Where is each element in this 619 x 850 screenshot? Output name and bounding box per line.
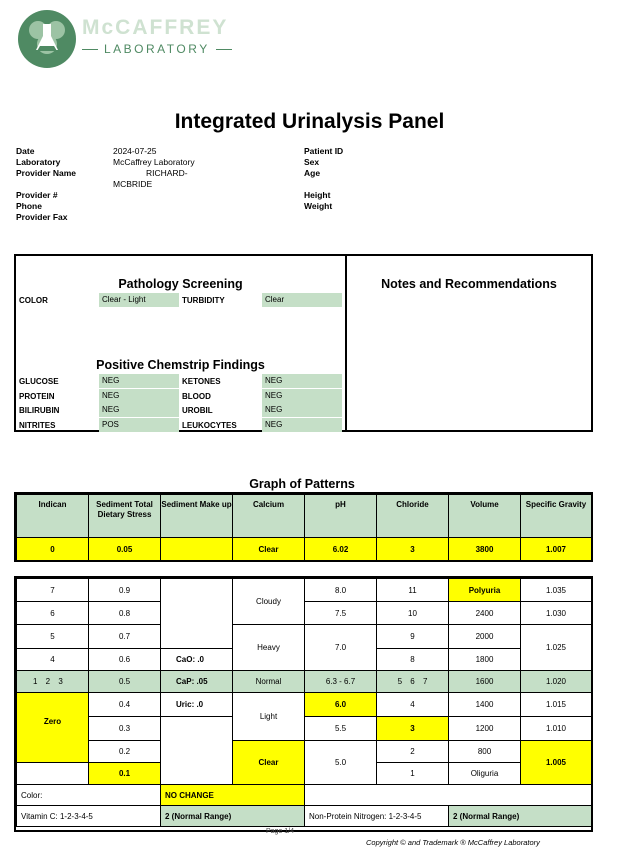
chemstrip-row [16, 389, 345, 404]
grid-cell: 0.8 [89, 602, 161, 625]
grid-cell-normal: 1 2 3 [17, 671, 89, 693]
nitrites-value: POS [99, 418, 179, 432]
grid-cell: 1400 [449, 693, 521, 717]
grid-cell: 11 [377, 579, 449, 602]
grid-cell-normal: Normal [233, 671, 305, 693]
grid-cell: Uric: .0 [161, 693, 233, 717]
logo-icon [18, 10, 76, 68]
grid-cell-highlight: 0.1 [89, 763, 161, 785]
result-sediment-stress: 0.05 [89, 538, 161, 561]
grid-cell: 1800 [449, 649, 521, 671]
result-chloride: 3 [377, 538, 449, 561]
grid-cell: 4 [377, 693, 449, 717]
header-chloride: Chloride [377, 495, 449, 538]
chemstrip-title: Positive Chemstrip Findings [96, 358, 265, 372]
protein-label: PROTEIN [19, 391, 55, 401]
result-ph: 6.02 [305, 538, 377, 561]
ketones-value: NEG [262, 374, 342, 388]
grid-cell: 2 [377, 741, 449, 763]
vitamin-c-value: 2 (Normal Range) [161, 806, 305, 827]
brand-name: McCAFFREY [82, 16, 229, 39]
logo [82, 16, 242, 56]
age-label: Age [304, 168, 321, 178]
grid-cell-normal: 6.3 - 6.7 [305, 671, 377, 693]
grid-cell: 8.0 [305, 579, 377, 602]
bilirubin-value: NEG [99, 403, 179, 417]
grid-cell: 0.9 [89, 579, 161, 602]
leukocytes-value: NEG [262, 418, 342, 432]
grid-cell: Cloudy [233, 579, 305, 625]
header-ph: pH [305, 495, 377, 538]
color-change-value: NO CHANGE [161, 785, 305, 806]
graph-header-table [16, 494, 592, 561]
nitrites-label: NITRITES [19, 420, 56, 430]
grid-cell: 1.010 [521, 717, 592, 741]
grid-cell: 0.6 [89, 649, 161, 671]
chemstrip-row [16, 418, 345, 433]
npn-label: Non-Protein Nitrogen: 1-2-3-4-5 [305, 806, 449, 827]
grid-cell [17, 763, 89, 785]
header-sediment-makeup: Sediment Make up [161, 495, 233, 538]
urobil-value: NEG [262, 403, 342, 417]
grid-cell: 1200 [449, 717, 521, 741]
grid-cell: 5.0 [305, 741, 377, 785]
result-calcium: Clear [233, 538, 305, 561]
provider-fax-label: Provider Fax [16, 212, 68, 222]
urobil-label: UROBIL [182, 406, 213, 415]
provider-name-label: Provider Name [16, 168, 76, 178]
blood-label: BLOOD [182, 391, 211, 401]
npn-value: 2 (Normal Range) [449, 806, 592, 827]
grid-cell-normal: 5 6 7 [377, 671, 449, 693]
turbidity-value: Clear [262, 293, 342, 307]
grid-cell: 5 [17, 625, 89, 649]
grid-cell [161, 579, 233, 649]
grid-cell: 800 [449, 741, 521, 763]
grid-cell: 2400 [449, 602, 521, 625]
result-volume: 3800 [449, 538, 521, 561]
page-title: Integrated Urinalysis Panel [174, 110, 445, 133]
grid-cell: Heavy [233, 625, 305, 671]
color-value: Clear - Light [99, 293, 179, 307]
grid-cell: 0.2 [89, 741, 161, 763]
grid-cell: 7 [17, 579, 89, 602]
pattern-grid [16, 578, 592, 827]
grid-cell: 6 [17, 602, 89, 625]
weight-label: Weight [304, 201, 333, 211]
copyright: Copyright © and Trademark ® McCaffrey Laboratory [366, 838, 540, 847]
grid-cell-normal: 1.020 [521, 671, 592, 693]
leukocytes-label: LEUKOCYTES [182, 420, 237, 430]
grid-cell-normal: 1600 [449, 671, 521, 693]
grid-cell-highlight: Zero [17, 693, 89, 763]
chemstrip-rows [16, 374, 345, 432]
grid-cell: CaO: .0 [161, 649, 233, 671]
turbidity-label: TURBIDITY [182, 296, 225, 305]
date-label: Date [16, 146, 35, 156]
pattern-grid-box [14, 576, 593, 832]
grid-cell: 1.015 [521, 693, 592, 717]
pathology-title: Pathology Screening [118, 277, 243, 291]
glucose-value: NEG [99, 374, 179, 388]
grid-cell-highlight: 6.0 [305, 693, 377, 717]
sex-label: Sex [304, 157, 320, 167]
grid-cell: 7.0 [305, 625, 377, 671]
header-volume: Volume [449, 495, 521, 538]
grid-cell: Light [233, 693, 305, 741]
page-number: Page 1/4 [266, 828, 295, 835]
grid-cell [305, 785, 592, 806]
notes-title: Notes and Recommendations [381, 277, 557, 291]
protein-value: NEG [99, 389, 179, 403]
grid-cell: 9 [377, 625, 449, 649]
grid-cell: 0.4 [89, 693, 161, 717]
grid-cell: 1.035 [521, 579, 592, 602]
grid-cell: 0.7 [89, 625, 161, 649]
divider [82, 49, 98, 50]
header-sediment-stress: Sediment Total Dietary Stress [89, 495, 161, 538]
header-indican: Indican [17, 495, 89, 538]
grid-cell: 1.025 [521, 625, 592, 671]
grid-cell [161, 717, 233, 785]
grid-cell: 7.5 [305, 602, 377, 625]
height-label: Height [304, 190, 331, 200]
color-change-label: Color: [17, 785, 161, 806]
grid-cell: 5.5 [305, 717, 377, 741]
header-specific-gravity: Specific Gravity [521, 495, 592, 538]
blood-value: NEG [262, 389, 342, 403]
header-info-right [304, 146, 343, 212]
chemstrip-row [16, 403, 345, 418]
provider-name-value: RICHARD- [146, 168, 188, 178]
grid-cell-normal: CaP: .05 [161, 671, 233, 693]
grid-cell: 4 [17, 649, 89, 671]
phone-label: Phone [16, 201, 42, 211]
header-calcium: Calcium [233, 495, 305, 538]
grid-cell: 10 [377, 602, 449, 625]
result-specific-gravity: 1.007 [521, 538, 592, 561]
grid-cell: 1 [377, 763, 449, 785]
result-indican: 0 [17, 538, 89, 561]
provider-number-label: Provider # [16, 190, 58, 200]
grid-cell: Oliguria [449, 763, 521, 785]
brand-sub: LABORATORY [104, 42, 210, 56]
graph-title: Graph of Patterns [249, 477, 355, 491]
chemstrip-row [16, 374, 345, 389]
grid-cell: 1.030 [521, 602, 592, 625]
grid-cell-normal: 0.5 [89, 671, 161, 693]
graph-header-box [14, 492, 593, 562]
patient-id-label: Patient ID [304, 146, 344, 156]
grid-cell: 2000 [449, 625, 521, 649]
grid-cell-highlight: Clear [233, 741, 305, 785]
bilirubin-label: BILIRUBIN [19, 406, 60, 415]
screening-box [14, 254, 593, 432]
divider [216, 49, 232, 50]
grid-cell-highlight: Polyuria [449, 579, 521, 602]
header-info-left [16, 146, 195, 223]
provider-name-value-2: MCBRIDE [113, 179, 153, 189]
grid-cell-highlight: 1.005 [521, 741, 592, 785]
vitamin-c-label: Vitamin C: 1-2-3-4-5 [17, 806, 161, 827]
grid-cell-highlight: 3 [377, 717, 449, 741]
laboratory-label: Laboratory [16, 157, 61, 167]
grid-cell: 0.3 [89, 717, 161, 741]
result-sediment-makeup [161, 538, 233, 561]
ketones-label: KETONES [182, 377, 221, 386]
glucose-label: GLUCOSE [19, 377, 59, 386]
color-label: COLOR [19, 296, 48, 305]
laboratory-value: McCaffrey Laboratory [113, 157, 195, 167]
grid-cell: 8 [377, 649, 449, 671]
date-value: 2024-07-25 [113, 146, 157, 156]
